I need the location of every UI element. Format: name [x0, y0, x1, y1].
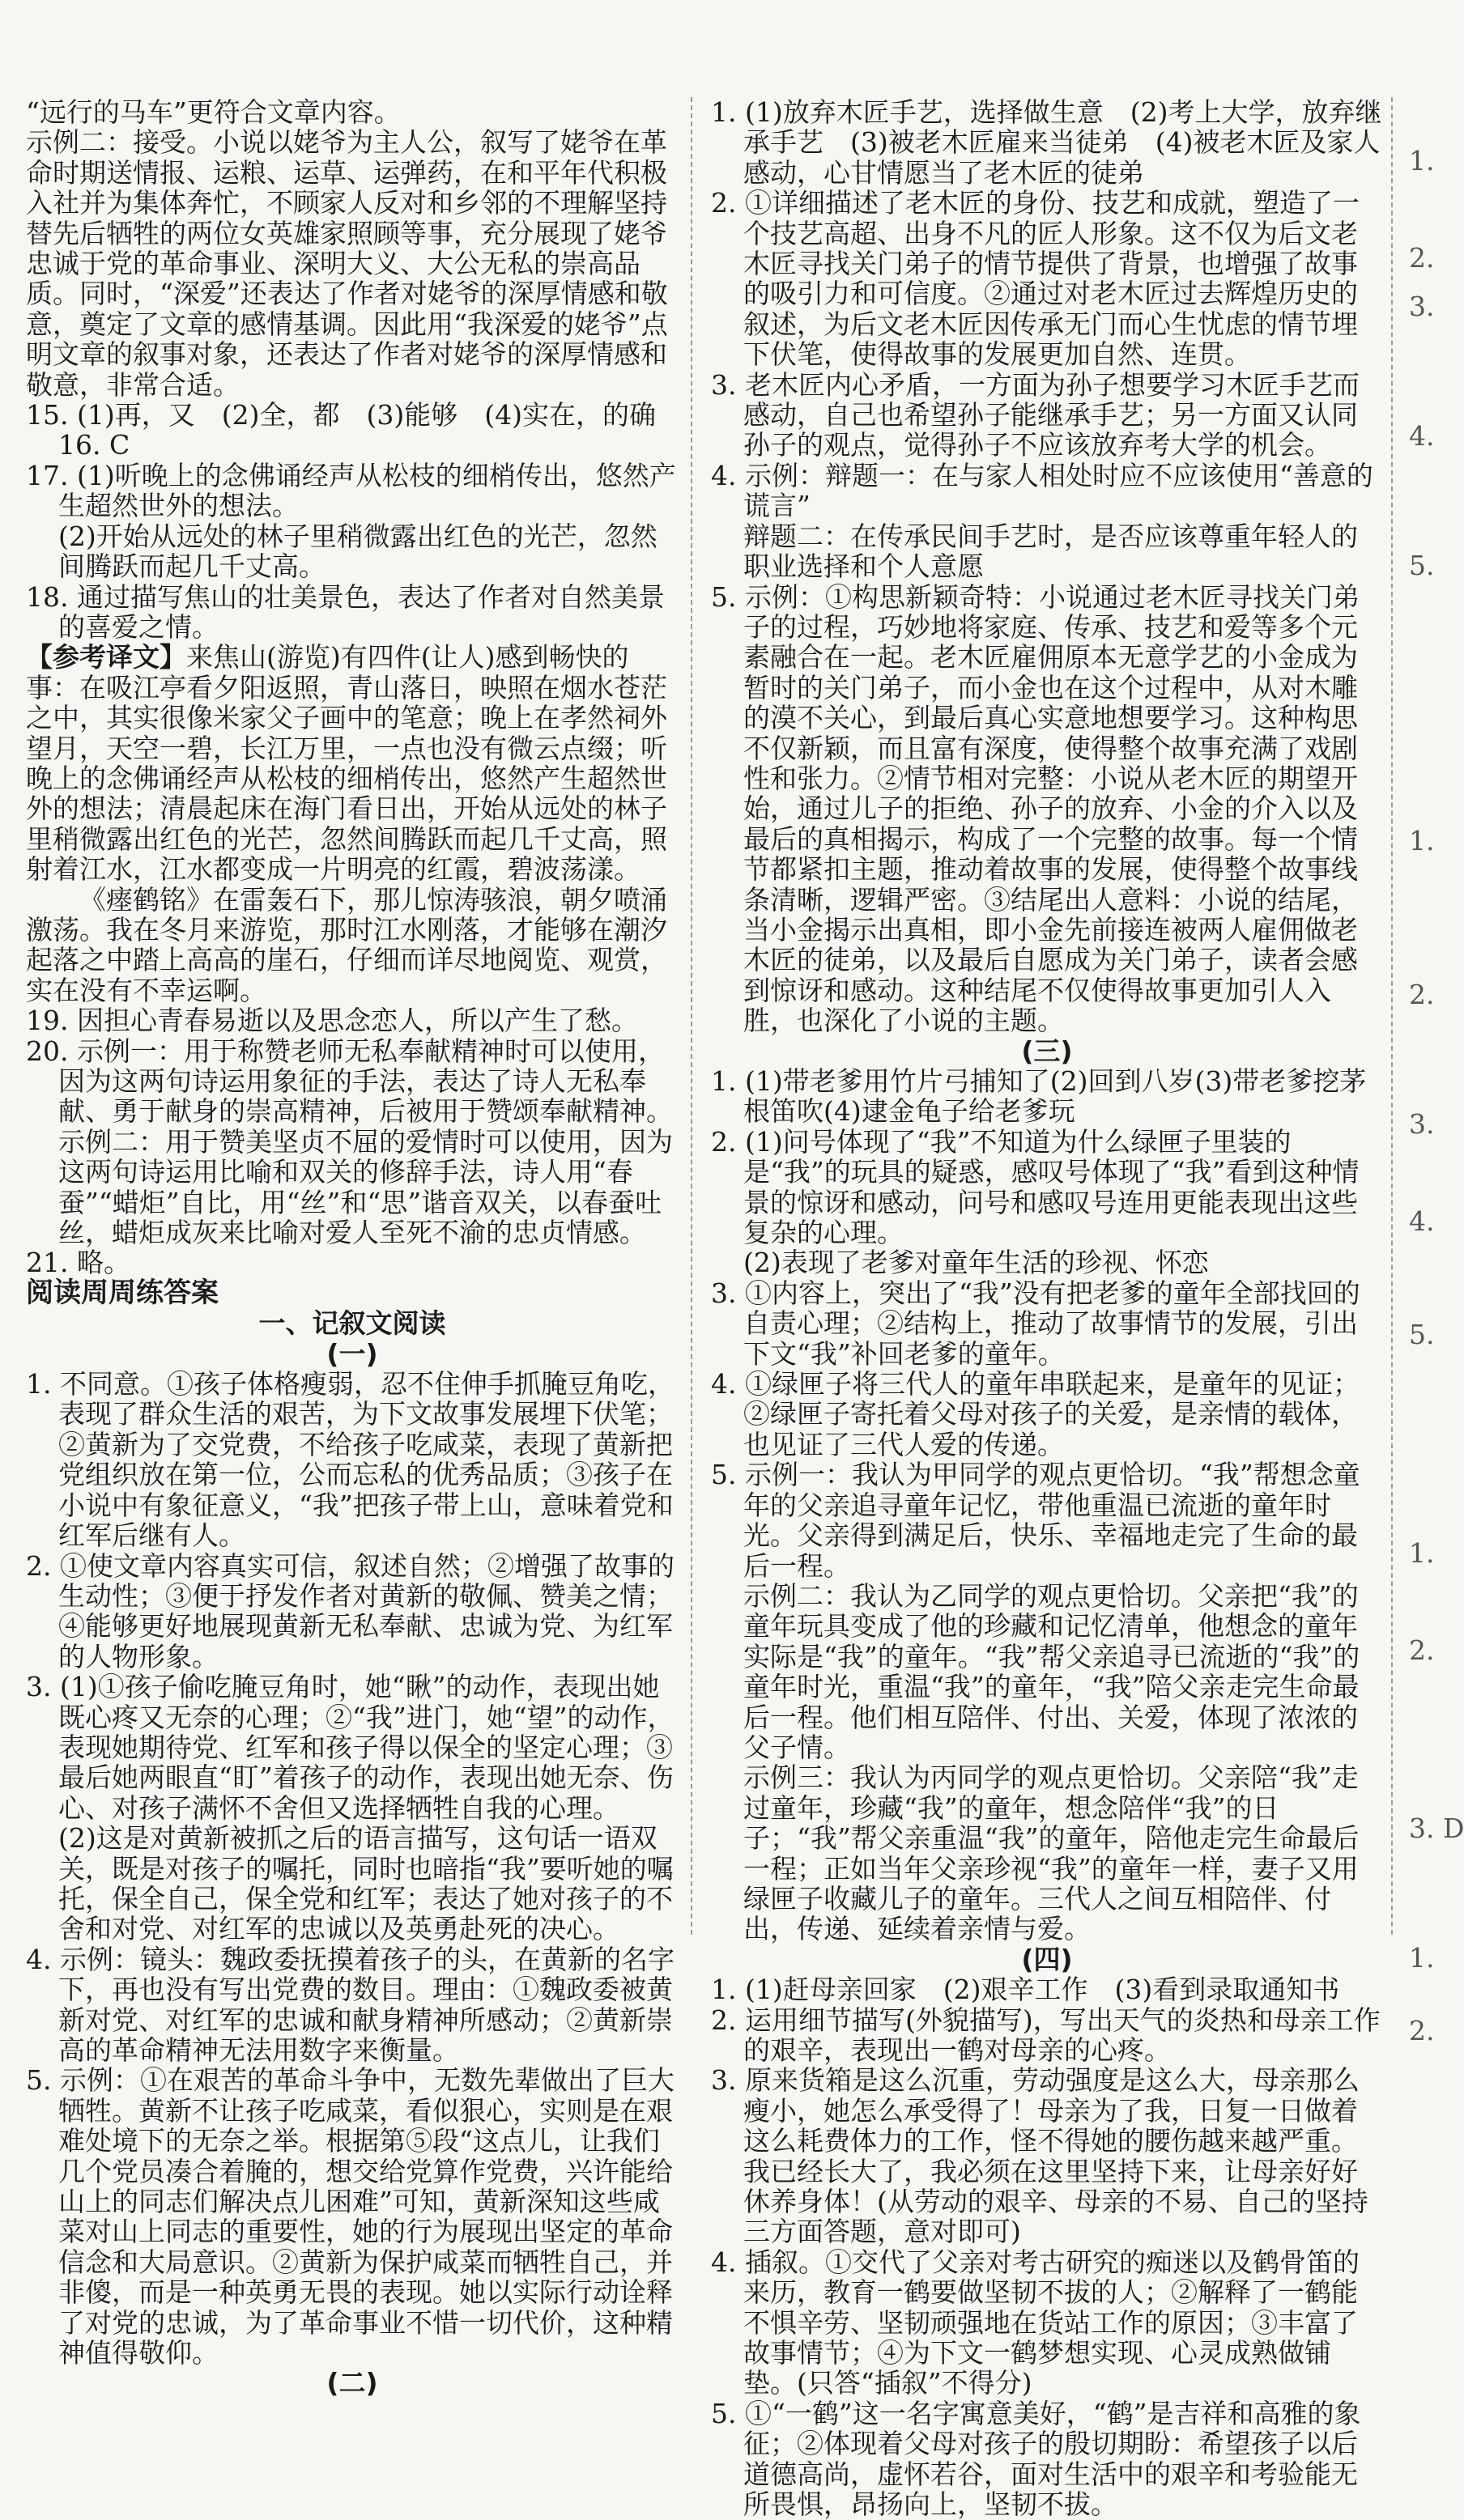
answer-text: 一、记叙文阅读 [258, 1307, 446, 1340]
answer-text: 1. 不同意。①孩子体格瘦弱，忍不住伸手抓腌豆角吃，表现了群众生活的艰苦，为下文故事发展埋下伏笔；②黄新为了交党费，不给孩子吃咸菜，表现了黄新把党组织放在第一位，公而忘私的优秀品质；③孩子在小说中有象征意义，“我”把孩子带上山，意味着党和红军后继有人。 [26, 1368, 675, 1552]
answer-item [711, 1369, 1383, 1460]
answer-text: (2)表现了老爹对童年生活的珍视、怀恋 [743, 1247, 1209, 1279]
clipped-answer-number: 1. [1409, 145, 1435, 176]
answer-item [711, 2399, 1383, 2520]
answer-text: 示例二：我认为乙同学的观点更恰切。父亲把“我”的童年玩具变成了他的珍藏和记忆清单，他想念的童年实际是“我”的童年。“我”帮父亲追寻已流逝的“我”的童年时光，重温“我”的童年，“我”陪父亲走完生命最后一程。他们相互陪伴、付出、关爱，体现了浓浓的父子情。 [743, 1579, 1360, 1763]
answer-item [711, 461, 1383, 521]
answer-paragraph [26, 127, 679, 400]
answer-subitem [26, 521, 679, 582]
clipped-answer-number: 2. [1409, 979, 1435, 1010]
clipped-answer-number: 2. [1409, 2015, 1435, 2046]
answer-item [26, 1672, 679, 1823]
answer-item [26, 1247, 679, 1277]
answer-text: “远行的马车”更符合文章内容。 [26, 96, 401, 128]
translation-label: 【参考译文】 [26, 641, 186, 674]
answer-text: 19. 因担心青春易逝以及思念恋人，所以产生了愁。 [26, 1005, 638, 1037]
answer-text: 2. 运用细节描写(外貌描写)，写出天气的炎热和母亲工作的艰辛，表现出一鹤对母亲的心疼。 [711, 2004, 1381, 2066]
clipped-answer-number: 1. [1409, 1942, 1435, 1974]
answer-item [26, 1369, 679, 1550]
answer-item [26, 1005, 679, 1035]
answer-text: 1. (1)放弃木匠手艺，选择做生意 (2)考上大学，放弃继承手艺 (3)被老木匠雇来当徒弟 (4)被老木匠及家人感动，心甘情愿当了老木匠的徒弟 [711, 96, 1382, 189]
answer-column-right-clipped [1409, 97, 1464, 2056]
answer-text: 20. 示例一：用于称赞老师无私奉献精神时可以使用，因为这两句诗运用象征的手法，表达了诗人无私奉献、勇于献身的崇高精神，后被用于赞颂奉献精神。 [26, 1035, 673, 1128]
answer-text: 4. 示例：辩题一：在与家人相处时应不应该使用“善意的谎言” [711, 459, 1373, 522]
answer-item [711, 97, 1383, 188]
answer-text: 《瘗鹤铭》在雷轰石下，那儿惊涛骇浪，朝夕喷涌激荡。我在冬月来游览，那时江水刚落，才能够在潮汐起落之中踏上高高的崖石，仔细而详尽地阅览、观赏，实在没有不幸运啊。 [26, 883, 667, 1006]
answer-item [711, 2065, 1383, 2246]
answer-text: 辩题二：在传承民间手艺时，是否应该尊重年轻人的职业选择和个人意愿 [743, 520, 1358, 583]
answer-text: 2. ①详细描述了老木匠的身份、技艺和成就，塑造了一个技艺高超、出身不凡的匠人形象。这不仅为后文老木匠寻找关门弟子的情节提供了背景，也增强了故事的吸引力和可信度。②通过对老木匠过去辉煌历史的叙述，为后文老木匠因传承无门而心生忧虑的情节埋下伏笔，使得故事的发展更加自然、连贯。 [711, 187, 1360, 371]
column-divider-left [691, 97, 692, 1935]
answer-item [711, 2005, 1383, 2066]
answer-text: 阅读周周练答案 [26, 1276, 219, 1309]
answer-item [711, 582, 1383, 1036]
answer-text: 5. ①“一鹤”这一名字寓意美好，“鹤”是吉祥和高雅的象征；②体现着父母对孩子的殷切期盼：希望孩子以后道德高尚，虚怀若谷，面对生活中的艰辛和考验能无所畏惧，昂扬向上，坚韧不拔。 [711, 2397, 1361, 2520]
answer-item [26, 582, 679, 643]
answer-item [26, 1944, 679, 2066]
answer-item [711, 1460, 1383, 1581]
clipped-answer-number: 3. [1409, 1108, 1435, 1140]
clipped-answer-number: 3. D [1409, 1812, 1464, 1844]
answer-text: 5. 示例：①在艰苦的革命斗争中，无数先辈做出了巨大牺牲。黄新不让孩子吃咸菜，看似狠心，实则是在艰难处境下的无奈之举。根据第⑤段“这点儿，让我们几个党员凑合着腌的，想交给党算作党费，兴许能给山上的同志们解决点儿困难”可知，黄新深知这些咸菜对山上同志的重要性，她的行为展现出坚定的革命信念和大局意识。②黄新为保护咸菜而牺牲自己，并非傻，而是一种英勇无畏的表现。她以实际行动诠释了对党的忠诚，为了革命事业不惜一切代价，这种精神值得敬仰。 [26, 2064, 675, 2369]
answer-text: 2. ①使文章内容真实可信，叙述自然；②增强了故事的生动性；③便于抒发作者对黄新的敬佩、赞美之情；④能够更好地展现黄新无私奉献、忠诚为党、为红军的人物形象。 [26, 1549, 675, 1672]
answer-text: 3. ①内容上，突出了“我”没有把老爹的童年全部找回的自责心理；②结构上，推动了故事情节的发展，引出下文“我”补回老爹的童年。 [711, 1277, 1360, 1370]
section-heading [26, 1278, 679, 1308]
answer-text: (三) [1021, 1035, 1073, 1067]
answer-item [711, 188, 1383, 369]
answer-paragraph [26, 97, 679, 127]
answer-text: 3. 老木匠内心矛盾，一方面为孙子想要学习木匠手艺而感动，自己也希望孙子能继承手艺；另一方面又认同孙子的观点，觉得孙子不应该放弃考大学的机会。 [711, 368, 1360, 461]
answer-paragraph [26, 885, 679, 1006]
section-title [26, 2368, 679, 2398]
section-title [26, 1339, 679, 1369]
answer-text: (一) [326, 1337, 378, 1370]
answer-text: 4. ①绿匣子将三代人的童年串联起来，是童年的见证；②绿匣子寄托着父母对孩子的关爱，是亲情的载体，也见证了三代人爱的传递。 [711, 1368, 1360, 1460]
answer-item [711, 370, 1383, 461]
answer-item [711, 1278, 1383, 1369]
answer-text: 5. 示例：①构思新颖奇特：小说通过老木匠寻找关门弟子的过程，巧妙地将家庭、传承、技艺和爱等多个元素融合在一起。老木匠雇佣原本无意学艺的小金成为暂时的关门弟子，而小金也在这个过程中，从对木雕的漠不关心，到最后真心实意地想要学习。这种构思不仅新颖，而且富有深度，使得整个故事充满了戏剧性和张力。②情节相对完整：小说从老木匠的期望开始，通过儿子的拒绝、孙子的放弃、小金的介入以及最后的真相揭示，构成了一个完整的故事。每一个情节都紧扣主题，推动着故事的发展，使得整个故事线条清晰，逻辑严密。③结尾出人意料：小说的结尾，当小金揭示出真相，即小金先前接连被两人雇佣做老木匠的徒弟，以及最后自愿成为关门弟子，读者会感到惊讶和感动。这种结尾不仅使得故事更加引人入胜，也深化了小说的主题。 [711, 580, 1360, 1037]
column-divider-right [1391, 97, 1393, 1935]
answer-text: 示例三：我认为丙同学的观点更恰切。父亲陪“我”走过童年，珍藏“我”的童年，想念陪伴“我”的日子；“我”帮父亲重温“我”的童年，陪他走完生命最后一程；正如当年父亲珍视“我”的童年一样，妻子又用绿匣子收藏儿子的童年。三代人之间互相陪伴、付出，传递、延续着亲情与爱。 [743, 1761, 1360, 1945]
answer-text: (二) [326, 2367, 378, 2399]
answer-paragraph [26, 642, 679, 884]
answer-text: (2)开始从远处的林子里稍微露出红色的光芒，忽然间腾跃而起几千丈高。 [58, 520, 658, 583]
clipped-answer-number: 4. [1409, 420, 1435, 452]
answer-subitem [26, 1127, 679, 1248]
clipped-answer-number: 4. [1409, 1205, 1435, 1237]
answer-text: 18. 通过描写焦山的壮美景色，表达了作者对自然美景的喜爱之情。 [26, 580, 665, 643]
answer-text: 示例二：接受。小说以姥爷为主人公，叙写了姥爷在革命时期送情报、运粮、运草、运弹药，在和平年代积极入社并为集体奔忙，不顾家人反对和乡邻的不理解坚持替先后牺牲的两位女英雄家照顾等事，充分展现了姥爷忠诚于党的革命事业、深明大义、大公无私的崇高品质。同时，“深爱”还表达了作者对姥爷的深厚情感和敬意，奠定了文章的感情基调。因此用“我深爱的姥爷”点明文章的叙事对象，还表达了作者对姥爷的深厚情感和敬意，非常合适。 [26, 126, 668, 401]
section-title [711, 1944, 1383, 1974]
answer-text: 1. (1)赶母亲回家 (2)艰辛工作 (3)看到录取通知书 [711, 1974, 1340, 2006]
answer-text: 17. (1)听晚上的念佛诵经声从松枝的细梢传出，悠然产生超然世外的想法。 [26, 459, 676, 522]
answer-text: (2)这是对黄新被抓之后的语言描写，这句话一语双关，既是对孩子的嘱托，同时也暗指“我”要听她的嘱托，保全自己，保全党和红军；表达了她对孩子的不舍和对党、对红军的忠诚以及英勇赴死的决心。 [58, 1822, 674, 1945]
answer-text: 15. (1)再，又 (2)全，都 (3)能够 (4)实在，的确 16. C [26, 399, 683, 461]
answer-item [26, 2065, 679, 2368]
answer-item [711, 1974, 1383, 2004]
answer-text: 21. 略。 [26, 1247, 130, 1279]
answer-item [26, 1551, 679, 1672]
answer-item [26, 1036, 679, 1127]
clipped-answer-number: 5. [1409, 1319, 1435, 1350]
clipped-answer-number: 2. [1409, 242, 1435, 274]
answer-item [711, 1066, 1383, 1127]
answer-item [711, 1127, 1383, 1248]
answer-item [26, 399, 683, 461]
section-title [711, 1036, 1383, 1066]
clipped-answer-number: 1. [1409, 1537, 1435, 1569]
section-title [26, 1308, 679, 1338]
clipped-answer-number: 2. [1409, 1634, 1435, 1666]
clipped-answer-number: 1. [1409, 825, 1435, 856]
clipped-answer-number: 5. [1409, 550, 1435, 581]
answer-subitem [711, 521, 1383, 582]
answer-text: 5. 示例一：我认为甲同学的观点更恰切。“我”帮想念童年的父亲追寻童年记忆，带他重温已流逝的童年时光。父亲得到满足后，快乐、幸福地走完了生命的最后一程。 [711, 1459, 1360, 1582]
answer-column-left [26, 96, 683, 2399]
answer-item [711, 2247, 1383, 2399]
clipped-answer-number: 3. [1409, 291, 1435, 322]
answer-text: 3. (1)①孩子偷吃腌豆角时，她“瞅”的动作，表现出她既心疼又无奈的心理；②“我”进门，她“望”的动作，表现她期待党、红军和孩子得以保全的坚定心理；③最后她两眼直“盯”着孩子的动作，表现出她无奈、伤心、对孩子满怀不舍但又选择牺牲自我的心理。 [26, 1671, 675, 1824]
answer-text: 3. 原来货箱是这么沉重，劳动强度是这么大，母亲那么瘦小，她怎么承受得了！母亲为了我，日复一日做着这么耗费体力的工作，怪不得她的腰伤越来越严重。我已经长大了，我必须在这里坚持下来，让母亲好好休养身体！(从劳动的艰辛、母亲的不易、自己的坚持三方面答题，意对即可) [711, 2064, 1368, 2248]
answer-subitem [26, 1823, 679, 1944]
answer-text: 示例二：用于赞美坚贞不屈的爱情时可以使用，因为这两句诗运用比喻和双关的修辞手法，诗人用“春蚕”“蜡炬”自比，用“丝”和“思”谐音双关，以春蚕吐丝，蜡炬成灰来比喻对爱人至死不渝的忠贞情感。 [58, 1125, 673, 1249]
answer-text: 来焦山(游览)有四件(让人)感到畅快的事：在吸江亭看夕阳返照，青山落日，映照在烟水苍茫之中，其实很像米家父子画中的笔意；晚上在孝然祠外望月，天空一碧，长江万里，一点也没有微云点缀；听晚上的念佛诵经声从松枝的细梢传出，悠然产生超然世外的想法；清晨起床在海门看日出，开始从远处的林子里稍微露出红色的光芒，忽然间腾跃而起几千丈高，照射着江水，江水都变成一片明亮的红霞，碧波荡漾。 [26, 641, 667, 886]
answer-subitem [711, 1581, 1383, 1762]
answer-text: 1. (1)带老爹用竹片弓捕知了(2)回到八岁(3)带老爹挖茅根笛吹(4)逮金龟子给老爹玩 [711, 1065, 1367, 1128]
answer-column-middle [711, 97, 1383, 2520]
answer-text: (四) [1021, 1943, 1073, 1975]
answer-text: 4. 插叙。①交代了父亲对考古研究的痴迷以及鹤骨笛的来历，教育一鹤要做坚韧不拔的人；②解释了一鹤能不惧辛劳、坚韧顽强地在货站工作的原因；③丰富了故事情节；④为下文一鹤梦想实现、心灵成熟做铺垫。(只答“插叙”不得分) [711, 2246, 1360, 2399]
answer-text: 4. 示例：镜头：魏政委抚摸着孩子的头，在黄新的名字下，再也没有写出党费的数目。理由：①魏政委被黄新对党、对红军的忠诚和献身精神所感动；②黄新崇高的革命精神无法用数字来衡量。 [26, 1943, 675, 2066]
answer-subitem [711, 1762, 1383, 1944]
answer-subitem [711, 1247, 1383, 1277]
answer-item [26, 461, 679, 521]
answer-text: 2. (1)问号体现了“我”不知道为什么绿匣子里装的是“我”的玩具的疑惑，感叹号体现了“我”看到这种情景的惊讶和感动，问号和感叹号连用更能表现出这些复杂的心理。 [711, 1125, 1360, 1249]
